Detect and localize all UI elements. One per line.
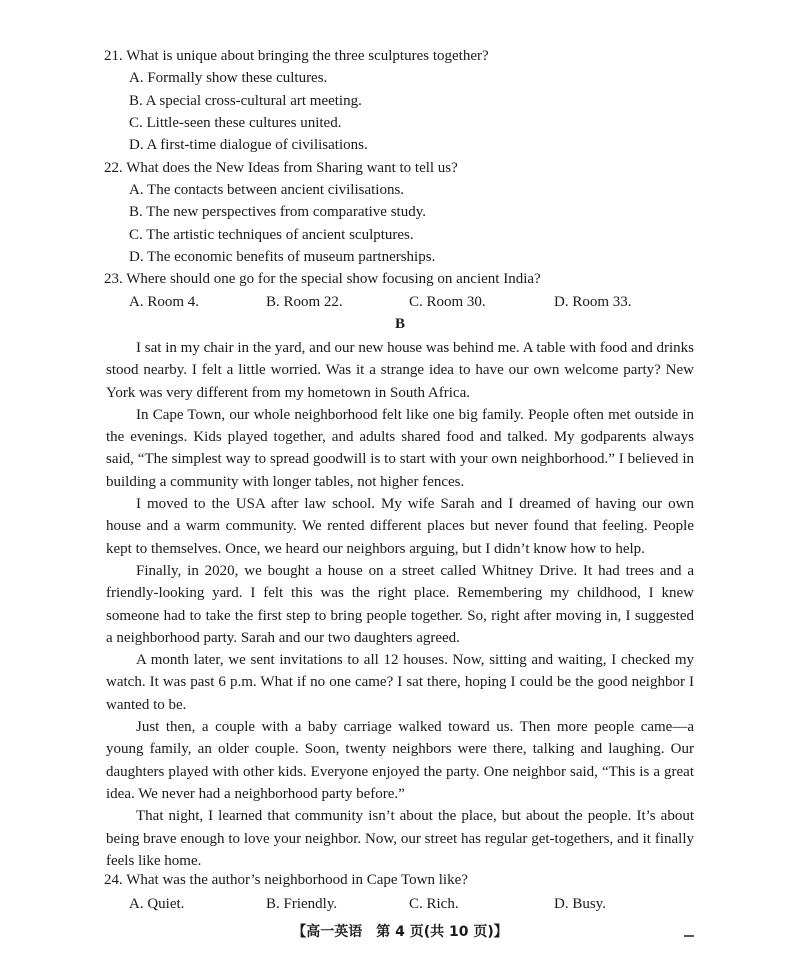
- question-23-option-c: C. Room 30.: [409, 294, 486, 310]
- passage-paragraph: That night, I learned that community isn’t about the place, but about the people. It’s about being brave enough to love your neighbor. Now, our street has regular get-togethers, and it finally feels like home.: [106, 808, 694, 869]
- question-22-option-a: A. The contacts between ancient civilisations.: [129, 182, 405, 198]
- passage-paragraph: Just then, a couple with a baby carriage walked toward us. Then more people came—a young family, an older couple. Soon, twenty neighbors were there, talking and laughing. Our daughters played with other kids. Everyone enjoyed the party. One neighbor said, “This is a great idea. We never had a neighborhood party before.”: [106, 719, 694, 802]
- passage-paragraph: In Cape Town, our whole neighborhood felt like one big family. People often met outside in the evenings. Kids played together, and adults shared food and talked. My godparents always said, “The simplest way to spread goodwill is to start with your own neighborhood.” I believed in building a community with longer tables, not higher fences.: [106, 406, 694, 490]
- question-23-stem: 23. Where should one go for the special show focusing on ancient India?: [104, 271, 541, 287]
- question-23-option-d: D. Room 33.: [554, 294, 632, 310]
- question-21-option-c: C. Little-seen these cultures united.: [129, 115, 342, 131]
- question-23-option-a: A. Room 4.: [129, 294, 200, 310]
- question-24-option-a: A. Quiet.: [129, 896, 185, 912]
- passage-paragraph: Finally, in 2020, we bought a house on a street called Whitney Drive. It had trees and a friendly-looking yard. I felt this was the right place. Remembering my childhood, I knew someone had to take the first step to bring people together. So, right after moving in, I suggested a neighborhood party. Sarah and our two daughters agreed.: [106, 562, 694, 646]
- question-21-option-b: B. A special cross-cultural art meeting.: [129, 93, 362, 109]
- passage-paragraph: A month later, we sent invitations to all 12 houses. Now, sitting and waiting, I checked my watch. It was past 6 p.m. What if no one came? I sat there, hoping I could be the good neighbor I wanted to be.: [106, 652, 694, 713]
- passage-paragraph: I sat in my chair in the yard, and our new house was behind me. A table with food and drinks stood nearby. I felt a little worried. Was it a strange idea to have our own welcome party? New York was very different from my hometown in South Africa.: [106, 340, 694, 401]
- footer-dash-mark: [684, 935, 694, 937]
- question-21-option-a: A. Formally show these cultures.: [129, 70, 328, 86]
- passage-b: [106, 337, 694, 872]
- question-24-stem: 24. What was the author’s neighborhood in Cape Town like?: [104, 872, 468, 888]
- question-22-option-d: D. The economic benefits of museum partnerships.: [129, 249, 436, 265]
- question-22-option-b: B. The new perspectives from comparative study.: [129, 204, 426, 220]
- question-22-stem: 22. What does the New Ideas from Sharing want to tell us?: [104, 160, 458, 176]
- question-24-option-c: C. Rich.: [409, 896, 459, 912]
- question-21-stem: 21. What is unique about bringing the three sculptures together?: [104, 48, 489, 64]
- question-24-option-d: D. Busy.: [554, 896, 606, 912]
- question-24-option-b: B. Friendly.: [266, 896, 338, 912]
- question-22-option-c: C. The artistic techniques of ancient sculptures.: [129, 227, 414, 243]
- section-b-heading: B: [394, 316, 405, 332]
- page-footer: 【高一英语 第 4 页(共 10 页)】: [292, 924, 508, 940]
- passage-paragraph: I moved to the USA after law school. My wife Sarah and I dreamed of having our own house and a warm community. We rented different places but never found that feeling. People kept to themselves. Once, we heard our neighbors arguing, but I didn’t know how to help.: [106, 496, 694, 557]
- question-23-option-b: B. Room 22.: [266, 294, 343, 310]
- question-21-option-d: D. A first-time dialogue of civilisations.: [129, 137, 368, 153]
